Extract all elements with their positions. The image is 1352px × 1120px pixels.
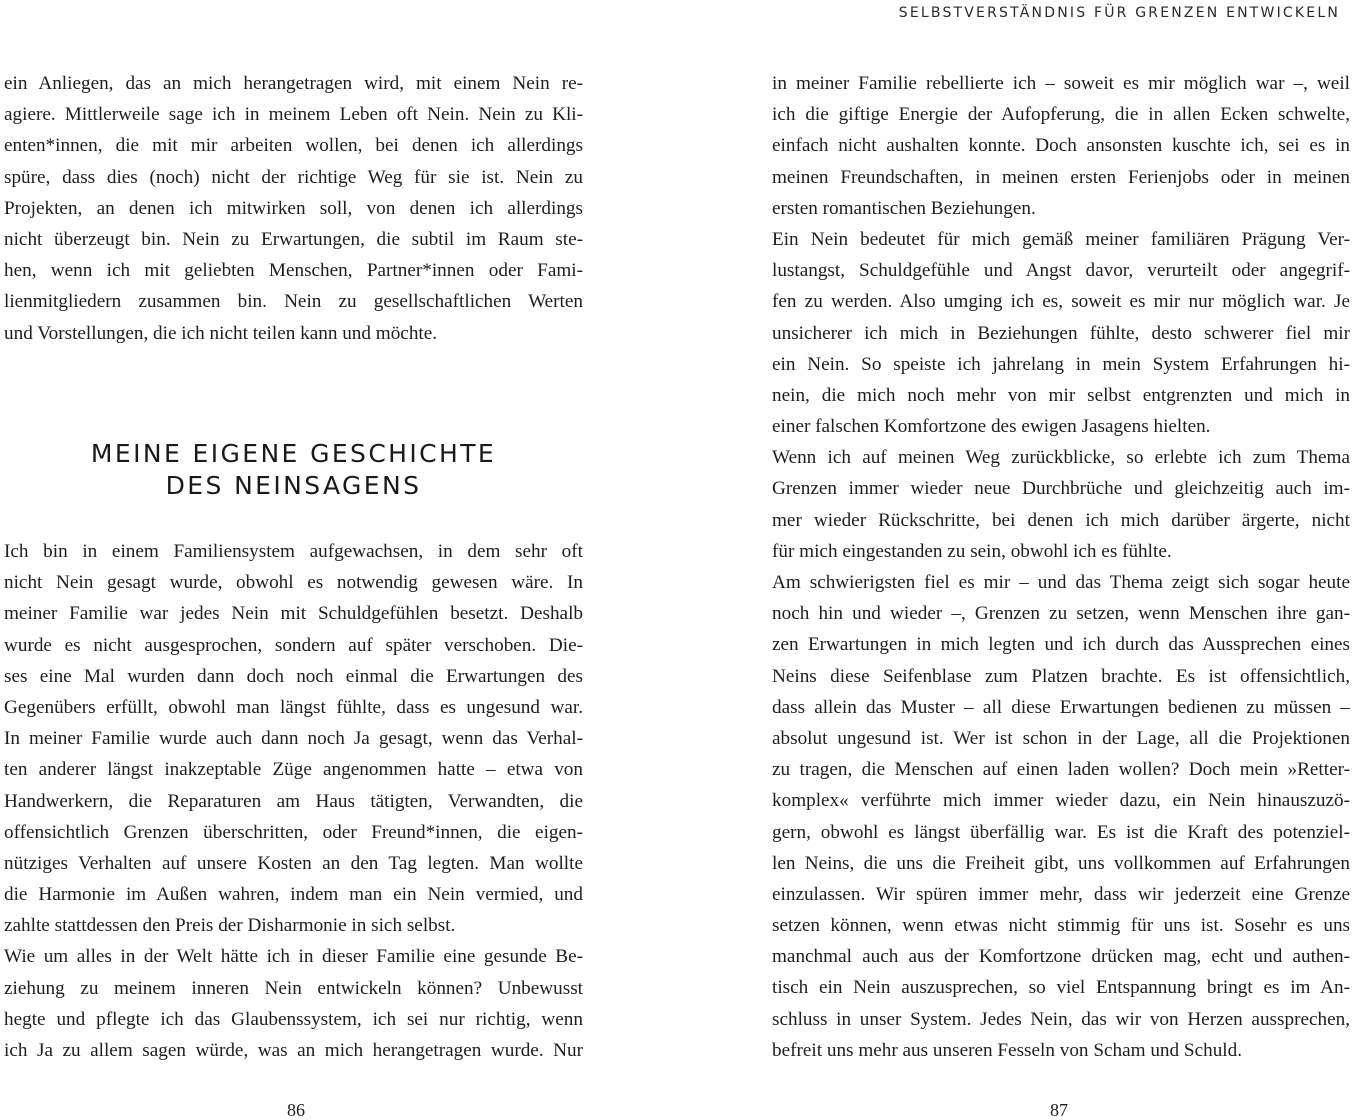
text-line: ten anderer längst inakzeptable Züge angenommen hatte – etwa von (4, 759, 583, 781)
text-line: und Vorstellungen, die ich nicht teilen kann und möchte. (4, 322, 438, 344)
text-line: wurde es nicht ausgesprochen, sondern auf später verschoben. Die- (4, 634, 583, 656)
text-line: hen, wenn ich mit geliebten Menschen, Partner*innen oder Fami- (4, 260, 583, 282)
text-line: für mich eingestanden zu sein, obwohl ich es fühlte. (772, 540, 1172, 562)
running-head: SELBSTVERSTÄNDNIS FÜR GRENZEN ENTWICKELN (898, 5, 1340, 21)
text-line: Neins diese Seifenblase zum Platzen brachte. Es ist offensichtlich, (772, 665, 1350, 687)
text-line: ich Ja zu allem sagen würde, was an mich herangetragen wurde. Nur (4, 1040, 583, 1061)
text-line: Ich bin in einem Familiensystem aufgewachsen, in dem sehr oft (4, 541, 583, 562)
section-heading (4, 438, 583, 502)
text-line: in meiner Familie rebellierte ich – soweit es mir möglich war –, weil (772, 73, 1350, 94)
text-line: fen zu werden. Also umging ich es, soweit es mir nur möglich war. Je (772, 291, 1350, 313)
text-line: schluss in unser System. Jedes Nein, das wir von Herzen aussprechen, (772, 1008, 1350, 1030)
text-line: die Harmonie im Außen wahren, indem man ein Nein vermied, und (4, 884, 583, 906)
text-line: gern, obwohl es längst überfällig war. Es ist die Kraft des potenziel- (772, 821, 1350, 843)
text-line: agiere. Mittlerweile sage ich in meinem Leben oft Nein. Nein zu Kli- (4, 104, 583, 126)
text-line: zahlte stattdessen den Preis der Disharmonie in sich selbst. (4, 915, 456, 937)
text-line: ich die giftige Energie der Aufopferung, die in allen Ecken schwelte, (772, 104, 1350, 126)
text-line: befreit uns mehr aus unseren Fesseln von Scham und Schuld. (772, 1039, 1243, 1061)
text-line: unsicherer ich mich in Beziehungen fühlte, desto schwerer fiel mir (772, 322, 1350, 344)
right-text-block (772, 68, 1350, 1066)
text-line: ein Anliegen, das an mich herangetragen wird, mit einem Nein re- (4, 73, 583, 94)
text-line: nicht überzeugt bin. Nein zu Erwartungen, die subtil im Raum ste- (4, 228, 583, 250)
text-line: offensichtlich Grenzen überschritten, oder Freund*innen, die eigen- (4, 821, 583, 843)
text-line: Ein Nein bedeutet für mich gemäß meiner familiären Prägung Ver- (772, 228, 1350, 250)
text-line: zen Erwartungen in mich legten und ich durch das Aussprechen eines (772, 634, 1350, 656)
text-line: zu tragen, die Menschen auf einen laden wollen? Doch mein »Retter- (772, 759, 1350, 781)
text-line: Grenzen immer wieder neue Durchbrüche und gleichzeitig auch im- (772, 478, 1350, 500)
text-line: komplex« verführte mich immer wieder dazu, ein Nein hinauszuzö- (772, 790, 1350, 812)
text-line: enten*innen, die mit mir arbeiten wollen, bei denen ich allerdings (4, 135, 583, 157)
text-line: tisch ein Nein auszusprechen, so viel Entspannung bringt es im An- (772, 977, 1350, 999)
text-line: manchmal auch aus der Komfortzone drücken mag, echt und authen- (772, 946, 1350, 968)
text-line: absolut ungesund ist. Wer ist schon in der Lage, all die Projektionen (772, 727, 1350, 749)
text-line: nicht Nein gesagt wurde, obwohl es notwendig gewesen wäre. In (4, 572, 583, 594)
text-line: len Neins, die uns die Freiheit gibt, uns vollkommen auf Erfahrungen (772, 852, 1350, 874)
text-line: Am schwierigsten fiel es mir – und das Thema zeigt sich sogar heute (772, 572, 1350, 593)
text-line: nein, die mich noch mehr von mir selbst entgrenzten und mich in (772, 384, 1350, 406)
text-line: einzulassen. Wir spüren immer mehr, dass wir jederzeit eine Grenze (772, 883, 1350, 905)
text-line: dass allein das Muster – all diese Erwartungen bedienen zu müssen – (772, 696, 1350, 718)
text-line: Wie um alles in der Welt hätte ich in dieser Familie eine gesunde Be- (4, 946, 583, 968)
text-line: einer falschen Komfortzone des ewigen Jasagens hielten. (772, 416, 1211, 438)
text-line: lustangst, Schuldgefühle und Angst davor, verurteilt oder angegrif- (772, 260, 1350, 282)
text-line: Projekten, an denen ich mitwirken soll, von denen ich allerdings (4, 197, 583, 219)
text-line: noch hin und wieder –, Grenzen zu setzen, wenn Menschen ihre gan- (772, 603, 1350, 625)
text-line: Wenn ich auf meinen Weg zurückblicke, so erlebte ich zum Thema (772, 447, 1350, 469)
text-line: Handwerkern, die Reparaturen am Haus tätigten, Verwandten, die (4, 790, 583, 812)
text-line: setzen können, wenn etwas nicht stimmig für uns ist. Sosehr es uns (772, 915, 1350, 937)
left-paragraphs-2-3 (4, 536, 583, 1066)
text-line: ses eine Mal wurden dann doch noch einmal die Erwartungen des (4, 665, 583, 687)
left-paragraph-1 (4, 68, 583, 349)
page-number: 87 (1050, 1100, 1068, 1120)
right-page (676, 0, 1352, 1120)
text-line: ziehung zu meinem inneren Nein entwickeln können? Unbewusst (4, 977, 583, 999)
text-line: mer wieder Rückschritte, bei denen ich mich darüber ärgerte, nicht (772, 509, 1350, 531)
text-line: In meiner Familie wurde auch dann noch Ja gesagt, wenn das Verhal- (4, 728, 583, 750)
text-line: meinen Freundschaften, in meinen ersten Ferienjobs oder in meinen (772, 166, 1350, 188)
section-heading-line-2: DES NEINSAGENS (165, 471, 422, 500)
text-line: hegte und pflegte ich das Glaubenssystem, ich sei nur richtig, wenn (4, 1008, 583, 1030)
section-heading-line-1: MEINE EIGENE GESCHICHTE (90, 439, 497, 468)
text-line: spüre, dass dies (noch) nicht der richtige Weg für sie ist. Nein zu (4, 166, 583, 188)
text-line: Gegenübers erfüllt, obwohl man längst fühlte, dass es ungesund war. (4, 696, 583, 718)
text-line: lienmitgliedern zusammen bin. Nein zu gesellschaftlichen Werten (4, 291, 583, 313)
text-line: meiner Familie war jedes Nein mit Schuldgefühlen besetzt. Deshalb (4, 603, 583, 625)
page-number: 86 (287, 1100, 305, 1120)
text-line: nütziges Verhalten auf unsere Kosten an den Tag legten. Man wollte (4, 852, 583, 874)
text-line: ersten romantischen Beziehungen. (772, 197, 1036, 219)
text-line: einfach nicht aushalten konnte. Doch ansonsten kuschte ich, sei es in (772, 135, 1350, 157)
text-line: ein Nein. So speiste ich jahrelang in mein System Erfahrungen hi- (772, 353, 1350, 375)
